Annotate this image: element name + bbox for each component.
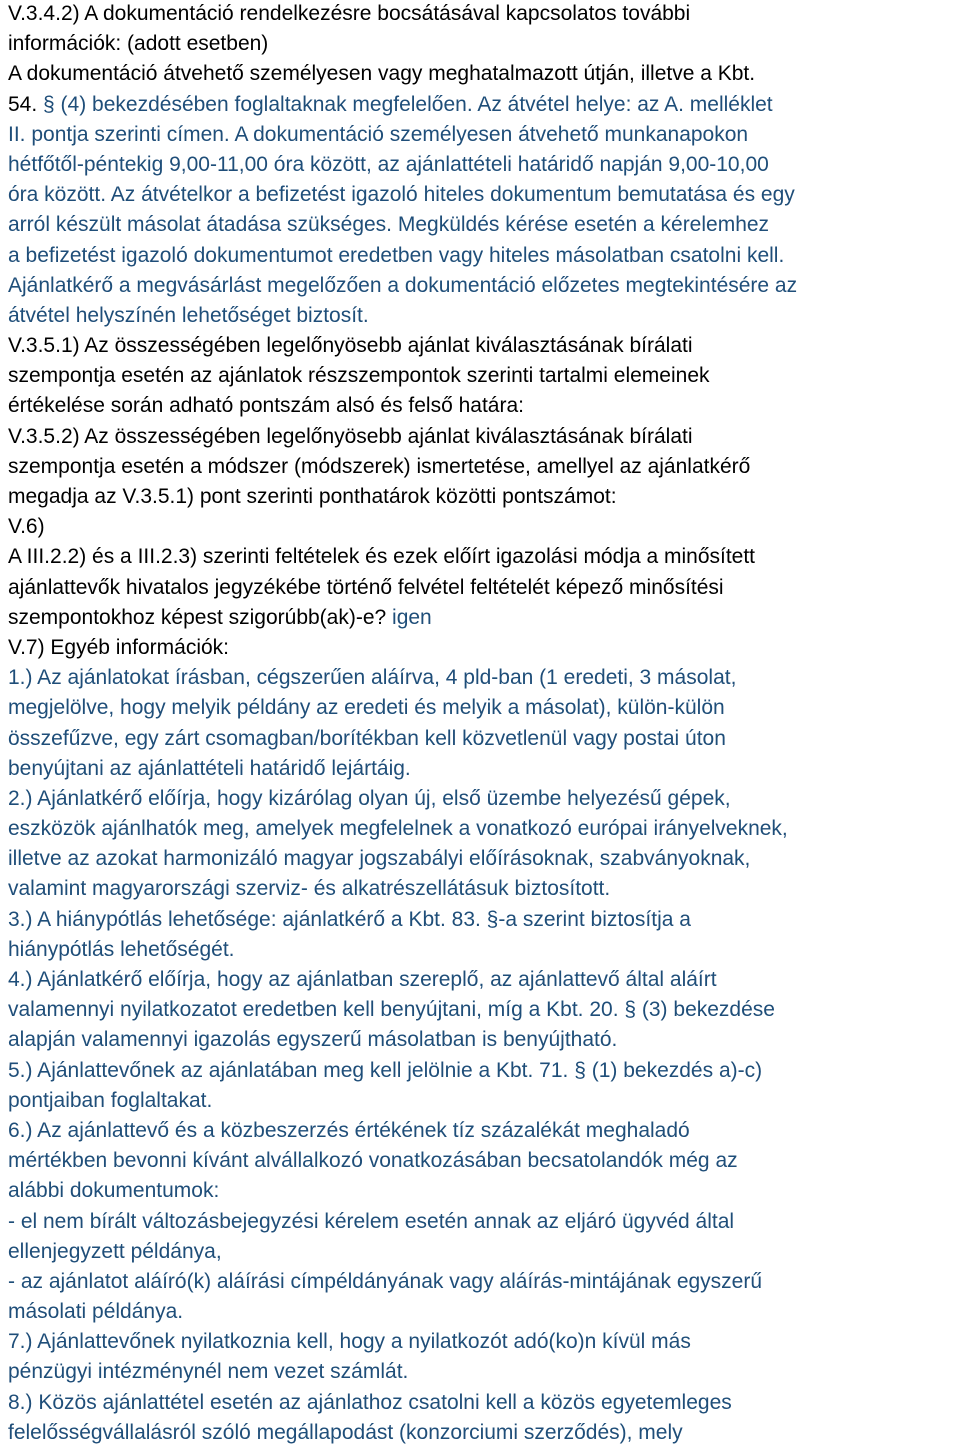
document-line bbox=[8, 935, 960, 965]
highlighted-text-segment: alábbi dokumentumok: bbox=[8, 1179, 220, 1203]
document-line bbox=[8, 90, 960, 120]
document-line bbox=[8, 1297, 960, 1327]
document-line bbox=[8, 241, 960, 271]
highlighted-text-segment: alapján valamennyi igazolás egyszerű másolatban is benyújtható. bbox=[8, 1028, 618, 1052]
highlighted-text-segment: ellenjegyzett példánya, bbox=[8, 1239, 222, 1263]
highlighted-text-segment: - az ajánlatot aláíró(k) aláírási címpéldányának vagy aláírás-mintájának egyszerű bbox=[8, 1269, 763, 1293]
highlighted-text-segment: Ajánlatkérő a megvásárlást megelőzően a dokumentáció előzetes megtekintésére az bbox=[8, 273, 798, 297]
document-line bbox=[8, 1056, 960, 1086]
document-line bbox=[8, 1025, 960, 1055]
document-line bbox=[8, 724, 960, 754]
document-line bbox=[8, 120, 960, 150]
document-line bbox=[8, 874, 960, 904]
document-line bbox=[8, 995, 960, 1025]
highlighted-text-segment: - el nem bírált változásbejegyzési kérelem esetén annak az eljáró ügyvéd által bbox=[8, 1209, 735, 1233]
highlighted-text-segment: 5.) Ajánlattevőnek az ajánlatában meg kell jelölnie a Kbt. 71. bbox=[8, 1058, 575, 1082]
highlighted-text-segment: valamennyi nyilatkozatot eredetben kell benyújtani, míg a Kbt. 20. bbox=[8, 998, 625, 1022]
document-line bbox=[8, 1418, 960, 1448]
document-line bbox=[8, 814, 960, 844]
document-line bbox=[8, 150, 960, 180]
text-segment: V.3.4.2) A dokumentáció rendelkezésre bocsátásával kapcsolatos további bbox=[8, 2, 691, 25]
document-line bbox=[8, 1388, 960, 1418]
document-line bbox=[8, 482, 960, 512]
document-line bbox=[8, 210, 960, 240]
document-line bbox=[8, 1176, 960, 1206]
document-line bbox=[8, 573, 960, 603]
document-line bbox=[8, 542, 960, 572]
highlighted-text-segment: óra között. bbox=[8, 183, 111, 207]
highlighted-text-segment: hiánypótlás lehetőségét. bbox=[8, 937, 235, 961]
highlighted-text-segment: illetve az azokat harmonizáló magyar jogszabályi előírásoknak, szabványoknak, bbox=[8, 847, 751, 871]
document-line bbox=[8, 180, 960, 210]
highlighted-text-segment: valamint magyarországi szerviz- és alkatrészellátásuk biztosított. bbox=[8, 877, 611, 901]
document-line bbox=[8, 1327, 960, 1357]
document-line bbox=[8, 905, 960, 935]
highlighted-text-segment: 2.) Ajánlatkérő előírja, hogy kizárólag olyan új, első üzembe helyezésű gépek, bbox=[8, 786, 731, 810]
highlighted-text-segment: 3.) A hiánypótlás lehetősége: ajánlatkérő a Kbt. 83. bbox=[8, 907, 487, 931]
document-line bbox=[8, 422, 960, 452]
document-line bbox=[8, 754, 960, 784]
text-segment: megadja az V.3.5.1) pont szerinti ponthatárok közötti pontszámot: bbox=[8, 485, 617, 508]
document-line bbox=[8, 301, 960, 331]
document-line bbox=[8, 1237, 960, 1267]
highlighted-text-segment: pénzügyi intézménynél nem vezet számlát. bbox=[8, 1360, 409, 1384]
highlighted-text-segment: a befizetést igazoló dokumentumot eredetben vagy hiteles másolatban csatolni kell. bbox=[8, 243, 785, 267]
document-line bbox=[8, 1357, 960, 1387]
highlighted-text-segment: összefűzve, egy zárt csomagban/borítékban kell közvetlenül vagy postai úton bbox=[8, 726, 726, 750]
text-segment: értékelése során adható pontszám alsó és felső határa: bbox=[8, 394, 524, 418]
document-line bbox=[8, 663, 960, 693]
highlighted-text-segment: § (4) bekezdésében foglaltaknak megfelelően. Az átvétel helye: az A. melléklet bbox=[43, 92, 773, 116]
highlighted-text-segment: 8.) Közös ajánlattétel esetén az ajánlathoz csatolni kell a közös egyetemleges bbox=[8, 1390, 732, 1414]
document-line bbox=[8, 633, 960, 663]
text-segment: V.7) Egyéb információk: bbox=[8, 635, 230, 659]
document-line bbox=[8, 784, 960, 814]
document-line bbox=[8, 1267, 960, 1297]
highlighted-text-segment: benyújtani az ajánlattételi határidő lejártáig. bbox=[8, 756, 411, 780]
highlighted-text-segment: § (3) bekezdése bbox=[624, 998, 775, 1022]
document-line bbox=[8, 331, 960, 361]
text-segment: V.3.5.2) Az összességében legelőnyösebb ajánlat kiválasztásának bírálati bbox=[8, 424, 693, 448]
document-line bbox=[8, 965, 960, 995]
text-segment: információk: (adott esetben) bbox=[8, 32, 269, 56]
highlighted-text-segment: megjelölve, hogy melyik példány az eredeti és melyik a másolat), külön-külön bbox=[8, 696, 725, 720]
text-segment: ajánlattevők hivatalos jegyzékébe történő felvétel feltételét képező minősítési bbox=[8, 575, 724, 599]
highlighted-text-segment: eszközök ajánlhatók meg, amelyek megfelelnek a vonatkozó európai irányelveknek, bbox=[8, 817, 788, 841]
highlighted-text-segment: hétfőtől-péntekig 9,00-11,00 óra között, az ajánlattételi határidő napján 9,00-10,00 bbox=[8, 152, 769, 176]
highlighted-text-segment: igen bbox=[392, 605, 432, 629]
document-line bbox=[8, 452, 960, 482]
highlighted-text-segment: Az átvételkor a befizetést igazoló hiteles dokumentum bemutatása és egy bbox=[110, 183, 795, 207]
highlighted-text-segment: 6.) Az ajánlattevő és a közbeszerzés értékének tíz százalékát meghaladó bbox=[8, 1118, 690, 1142]
highlighted-text-segment: átvétel helyszínén lehetőséget biztosít. bbox=[8, 303, 369, 327]
text-segment: V.6) bbox=[8, 515, 45, 539]
document-line bbox=[8, 391, 960, 421]
document-line bbox=[8, 1207, 960, 1237]
document-line bbox=[8, 271, 960, 301]
highlighted-text-segment: pontjaiban foglaltakat. bbox=[8, 1088, 213, 1112]
highlighted-text-segment: A dokumentáció személyesen átvehető munkanapokon bbox=[234, 122, 749, 146]
highlighted-text-segment: 1.) Az ajánlatokat írásban, cégszerűen aláírva, 4 pld-ban (1 eredeti, 3 másolat, bbox=[8, 666, 737, 690]
highlighted-text-segment: §-a szerint biztosítja a bbox=[486, 907, 691, 931]
highlighted-text-segment: arról készült másolat átadása szükséges. bbox=[8, 213, 398, 237]
text-segment: 54. bbox=[8, 92, 44, 116]
document-line bbox=[8, 361, 960, 391]
text-segment: V.3.5.1) Az összességében legelőnyösebb ajánlat kiválasztásának bírálati bbox=[8, 334, 693, 358]
document-line bbox=[8, 29, 960, 59]
highlighted-text-segment: felelősségvállalásról szóló megállapodást (konzorciumi szerződés), mely bbox=[8, 1420, 683, 1444]
highlighted-text-segment: 4.) Ajánlatkérő előírja, hogy az ajánlatban szereplő, az ajánlattevő által aláírt bbox=[8, 968, 717, 991]
highlighted-text-segment: másolati példánya. bbox=[8, 1300, 184, 1324]
text-segment: szempontja esetén az ajánlatok részszempontok szerinti tartalmi elemeinek bbox=[8, 364, 710, 388]
document-line bbox=[8, 59, 960, 89]
document-line bbox=[8, 512, 960, 542]
text-segment: A III.2.2) és a III.2.3) szerinti feltételek és ezek előírt igazolási módja a minősített bbox=[8, 545, 756, 569]
highlighted-text-segment: Megküldés kérése esetén a kérelemhez bbox=[397, 213, 770, 237]
document-line bbox=[8, 1116, 960, 1146]
text-segment: szempontja esetén a módszer (módszerek) ismertetése, amellyel az ajánlatkérő bbox=[8, 454, 751, 478]
highlighted-text-segment: II. pontja szerinti címen. bbox=[8, 122, 235, 146]
text-segment: szempontokhoz képest szigorúbb(ak)-e? bbox=[8, 605, 393, 629]
highlighted-text-segment: mértékben bevonni kívánt alvállalkozó vonatkozásában becsatolandók még az bbox=[8, 1149, 738, 1173]
document-line bbox=[8, 1086, 960, 1116]
document-line bbox=[8, 693, 960, 723]
document-line bbox=[8, 1146, 960, 1176]
document-line bbox=[8, 0, 960, 29]
text-segment: A dokumentáció átvehető személyesen vagy meghatalmazott útján, illetve a Kbt. bbox=[8, 62, 756, 86]
highlighted-text-segment: 7.) Ajánlattevőnek nyilatkoznia kell, hogy a nyilatkozót adó(ko)n kívül más bbox=[8, 1330, 691, 1354]
document-line bbox=[8, 603, 960, 633]
document-line bbox=[8, 844, 960, 874]
highlighted-text-segment: § (1) bekezdés a)-c) bbox=[574, 1058, 763, 1082]
